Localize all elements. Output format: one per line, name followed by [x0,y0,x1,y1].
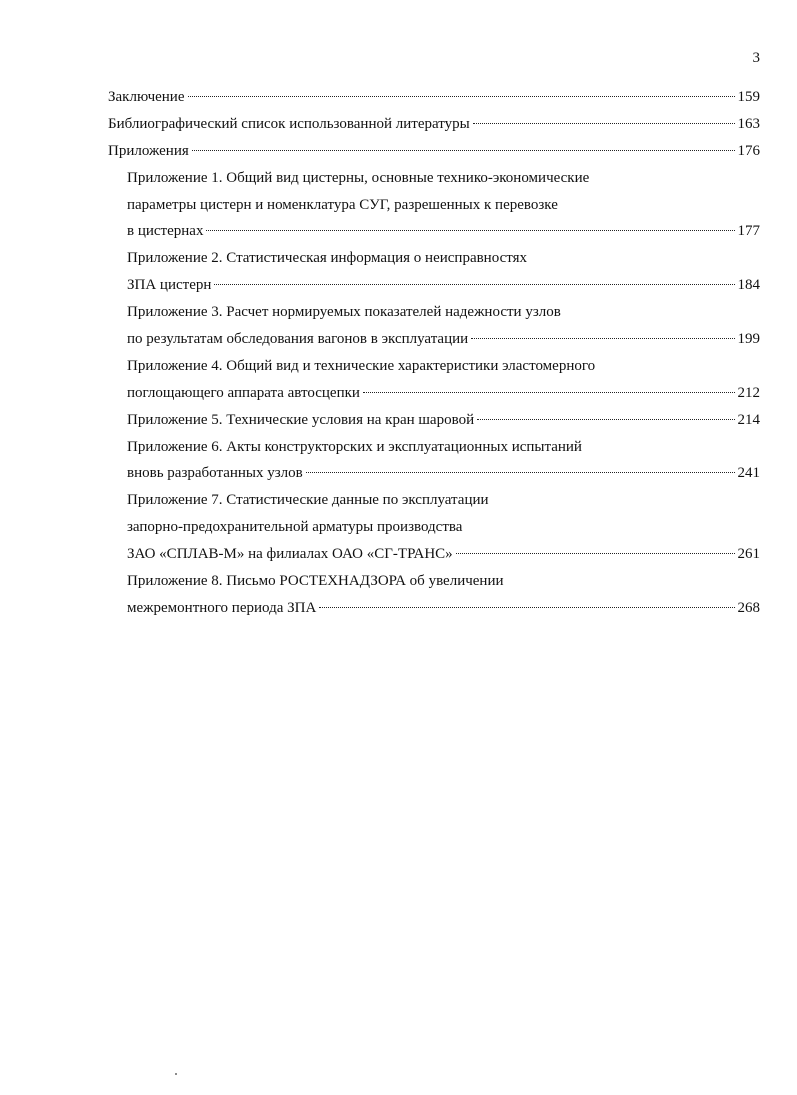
toc-entry-title: ЗАО «СПЛАВ-М» на филиалах ОАО «СГ-ТРАНС» [127,546,453,563]
toc-line [108,326,760,353]
toc-line [108,487,760,514]
toc-appendix-1[interactable] [108,165,760,246]
toc-entry-title: Библиографический список использованной литературы [108,115,470,132]
toc-entry-page: 268 [737,599,760,616]
toc-entry-conclusion[interactable] [108,84,760,111]
toc-entry-page: 184 [737,277,760,294]
toc-entry-title: Приложение 2. Статистическая информация о неисправностях [127,250,527,267]
toc-entry-title: Приложение 8. Письмо РОСТЕХНАДЗОРА об увеличении [127,573,504,590]
toc-entry-title: Приложения [108,142,189,159]
dot-leader [188,96,735,97]
toc-entry-page: 261 [737,546,760,563]
toc-appendix-6[interactable] [108,434,760,488]
dot-leader [206,230,734,231]
toc-entry-title: Приложение 6. Акты конструкторских и эксплуатационных испытаний [127,438,582,455]
toc-entry-title: по результатам обследования вагонов в эксплуатации [127,331,469,348]
dot-leader [477,419,734,420]
toc-line [108,541,760,568]
toc-entry-page: 163 [737,115,760,132]
toc-line [108,353,760,380]
toc-line [108,407,760,434]
table-of-contents [108,84,760,622]
toc-entry-title: Приложение 5. Технические условия на кран шаровой [127,411,475,428]
toc-line [108,460,760,487]
toc-line [108,272,760,299]
toc-entry-page: 199 [737,331,760,348]
toc-line [108,218,760,245]
toc-entry-page: 177 [737,223,760,240]
dot-leader [192,150,735,151]
toc-entry-page: 214 [737,411,760,428]
dot-leader [214,284,734,285]
dot-leader [473,123,735,124]
toc-entry-title: Приложение 1. Общий вид цистерны, основные технико-экономические [127,169,590,186]
toc-entry-title: Приложение 4. Общий вид и технические характеристики эластомерного [127,357,596,374]
toc-entry-title: Приложение 3. Расчет нормируемых показателей надежности узлов [127,304,561,321]
toc-line [108,380,760,407]
toc-line [108,595,760,622]
dot-leader [306,472,735,473]
toc-appendix-2[interactable] [108,245,760,299]
toc-line [108,568,760,595]
toc-entry-title: межремонтного периода ЗПА [127,599,317,616]
toc-entry-page: 176 [737,142,760,159]
toc-entry-page: 212 [737,384,760,401]
toc-line [108,192,760,219]
toc-entry-title: Заключение [108,89,185,105]
toc-line [108,514,760,541]
toc-appendix-4[interactable] [108,353,760,407]
toc-entry-page: 159 [737,89,760,105]
toc-entry-appendices[interactable] [108,138,760,165]
toc-appendix-8[interactable] [108,568,760,622]
dot-leader [319,607,734,608]
toc-appendix-7[interactable] [108,487,760,568]
toc-entry-title: параметры цистерн и номенклатура СУГ, разрешенных к перевозке [127,196,558,213]
toc-entry-title: в цистернах [127,223,204,240]
toc-line [108,434,760,461]
toc-entry-title: запорно-предохранительной арматуры производства [127,519,463,536]
page-number: 3 [752,50,760,66]
toc-line [108,299,760,326]
scan-speck [175,1073,177,1075]
toc-entry-page: 241 [737,465,760,482]
toc-appendix-3[interactable] [108,299,760,353]
toc-appendix-5[interactable] [108,407,760,434]
toc-entry-bibliography[interactable] [108,111,760,138]
toc-line [108,165,760,192]
toc-entry-title: вновь разработанных узлов [127,465,303,482]
toc-entry-title: поглощающего аппарата автосцепки [127,384,360,401]
toc-entry-title: ЗПА цистерн [127,277,212,294]
dot-leader [456,553,735,554]
toc-line [108,245,760,272]
dot-leader [363,392,735,393]
dot-leader [471,338,734,339]
toc-entry-title: Приложение 7. Статистические данные по эксплуатации [127,492,489,509]
